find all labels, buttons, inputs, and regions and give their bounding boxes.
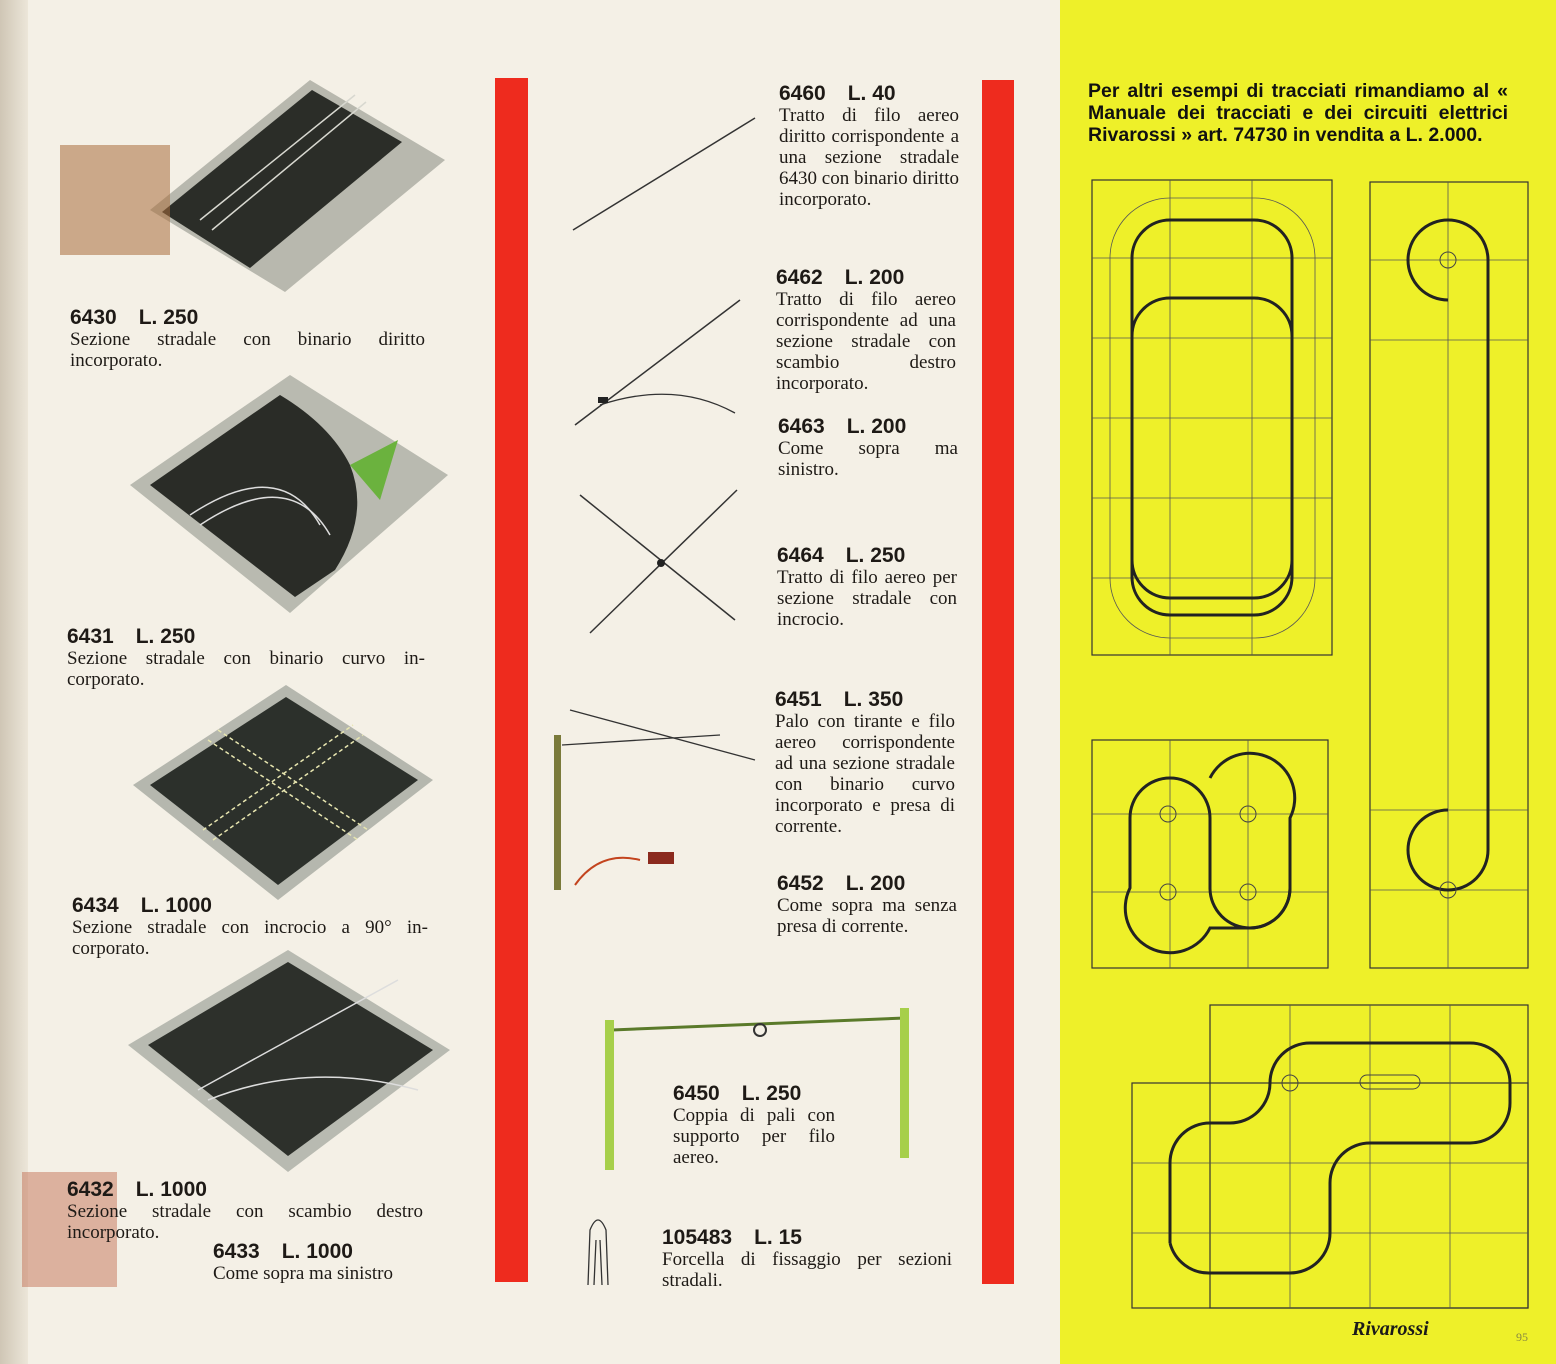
product-code: 6451: [775, 688, 822, 711]
product-6452: [777, 872, 957, 937]
product-code: 105483: [662, 1226, 733, 1249]
product-description: Sezione stradale con binario curvo in-corporato.: [67, 648, 425, 690]
product-6433: [213, 1240, 443, 1284]
price-stamp: [60, 145, 170, 255]
product-price: L. 200: [845, 872, 906, 895]
product-price: L. 250: [138, 306, 199, 329]
product-code: 6452: [777, 872, 824, 895]
product-description: Tratto di filo aereo diritto corrispondente a una sezione stradale 6430 con binario diritto incorporato.: [779, 105, 959, 210]
product-6431: [67, 625, 425, 690]
product-6463: [778, 415, 958, 480]
product-code: 6431: [67, 625, 114, 648]
fixing-fork-icon: [578, 1205, 618, 1290]
product-code: 6430: [70, 306, 117, 329]
product-price: L. 200: [844, 266, 905, 289]
track-layout-diagram-large: [1130, 1003, 1530, 1313]
product-6451: [775, 688, 955, 837]
product-code: 6463: [778, 415, 825, 438]
page-number: 95: [1516, 1330, 1528, 1344]
product-code: 6464: [777, 544, 824, 567]
product-price: L. 1000: [135, 1178, 207, 1201]
product-description: Come sopra ma sinistro.: [778, 438, 958, 480]
road-section-switch-image: [128, 950, 453, 1175]
track-layout-diagram-figure: [1090, 738, 1330, 970]
product-price: L. 200: [846, 415, 907, 438]
product-description: Sezione stradale con scambio destro incorporato.: [67, 1201, 423, 1243]
road-section-straight-image: [140, 80, 450, 295]
product-price: L. 250: [135, 625, 196, 648]
product-description: Sezione stradale con incrocio a 90° in-corporato.: [72, 917, 428, 959]
product-description: Forcella di fissaggio per sezioni stradali.: [662, 1249, 952, 1291]
product-price: L. 15: [754, 1226, 802, 1249]
product-description: Tratto di filo aereo per sezione stradale con incrocio.: [777, 567, 957, 630]
track-layout-diagram-loop: [1368, 180, 1530, 970]
product-code: 6462: [776, 266, 823, 289]
rivarossi-logo: Rivarossi: [1352, 1318, 1429, 1340]
product-description: Coppia di pali con supporto per filo aereo.: [673, 1105, 835, 1168]
red-divider-bar: [495, 78, 528, 1282]
product-description: Tratto di filo aereo corrispondente ad una sezione stradale con scambio destro incorporato.: [776, 289, 956, 394]
product-6462: [776, 266, 956, 394]
overhead-wire-switch-icon: [565, 295, 755, 435]
product-105483: [662, 1226, 952, 1291]
product-6430: [70, 306, 425, 371]
product-description: Come sopra ma senza presa di corrente.: [777, 895, 957, 937]
product-description: Come sopra ma sinistro: [213, 1263, 393, 1284]
product-6432: [67, 1178, 423, 1243]
product-price: L. 350: [843, 688, 904, 711]
product-6464: [777, 544, 957, 630]
pole-with-wire-icon: [540, 700, 760, 900]
product-price: L. 1000: [281, 1240, 353, 1263]
product-code: 6460: [779, 82, 826, 105]
overhead-wire-straight-icon: [565, 110, 765, 240]
track-layout-diagram-oval: [1090, 178, 1335, 658]
product-6460: [779, 82, 959, 210]
product-code: 6434: [72, 894, 119, 917]
product-code: 6433: [213, 1240, 260, 1263]
product-price: L. 1000: [140, 894, 212, 917]
product-description: Palo con tirante e filo aereo corrispondente ad una sezione stradale con binario curvo incorporato e presa di corrente.: [775, 711, 955, 837]
product-6450: [673, 1082, 835, 1168]
road-section-crossing-image: [128, 685, 438, 905]
red-divider-bar: [982, 80, 1014, 1284]
product-code: 6432: [67, 1178, 114, 1201]
product-6434: [72, 894, 428, 959]
road-section-curve-image: [130, 375, 450, 615]
product-description: Sezione stradale con binario diritto incorporato.: [70, 329, 425, 371]
product-code: 6450: [673, 1082, 720, 1105]
product-price: L. 250: [845, 544, 906, 567]
binding-gutter: [0, 0, 28, 1364]
product-price: L. 250: [741, 1082, 802, 1105]
manual-reference-text: Per altri esempi di tracciati rimandiamo al « Manuale dei tracciati e dei circuiti elettrici Rivarossi » art. 74730 in vendita a L. 2.000.: [1088, 80, 1508, 146]
product-price: L. 40: [847, 82, 896, 105]
overhead-wire-crossing-icon: [575, 485, 745, 640]
